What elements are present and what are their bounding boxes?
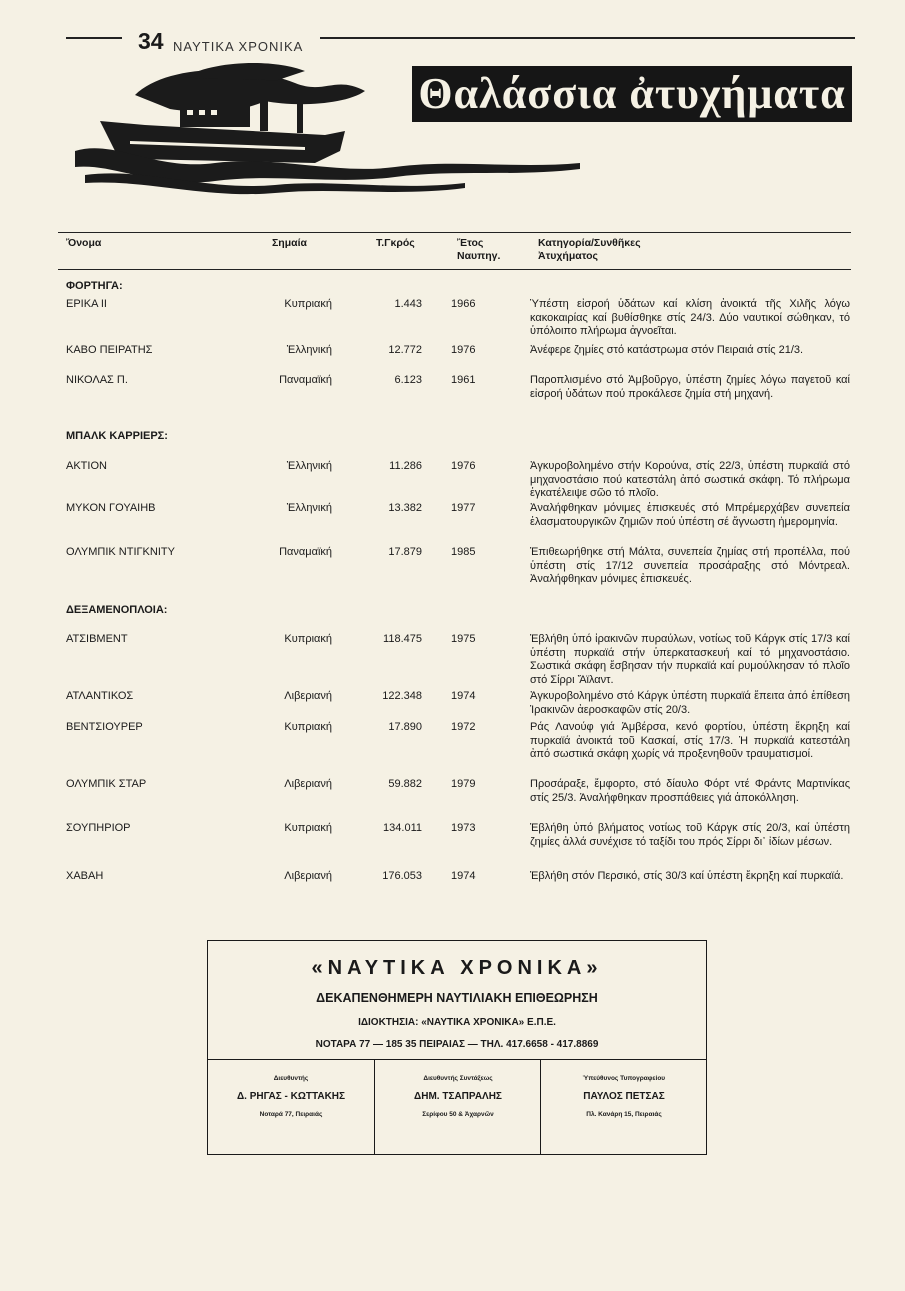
ship-year: 1961 xyxy=(451,374,476,386)
section-title-bulk-carriers: ΜΠΑΛΚ ΚΑΡΡΙΕΡΣ: xyxy=(66,430,168,442)
ship-name: ΣΟΥΠΗΡΙΟΡ xyxy=(66,822,131,834)
ship-grt: 6.123 xyxy=(394,374,422,386)
ship-grt: 118.475 xyxy=(383,633,422,645)
staff-role: Διευθυντής xyxy=(273,1075,309,1082)
staff-printing xyxy=(540,1059,707,1154)
accident-description: Ἀνέφερε ζημίες στό κατάστρωμα στόν Πειραιά στίς 21/3. xyxy=(530,344,804,356)
ship-year: 1972 xyxy=(451,721,476,733)
article-title: Θαλάσσια ἀτυχήματα xyxy=(412,66,852,122)
column-header-flag: Σημαία xyxy=(272,237,307,249)
accident-description: Ἐβλήθη ὑπό βλήματος νοτίως τοῦ Κάργκ στίς 20/3, καί ὑπέστη ζημίες ἀλλά συνέχισε τό ταξίδι του πρός Σίρρι δι᾽ ἰδίων μέσων. xyxy=(530,822,850,848)
ship-grt: 122.348 xyxy=(382,690,422,702)
ship-grt: 17.879 xyxy=(388,546,422,558)
ship-year: 1977 xyxy=(451,502,476,514)
ship-name: ΚΑΒΟ ΠΕΙΡΑΤΗΣ xyxy=(66,344,153,356)
staff-director xyxy=(208,1059,374,1154)
table-header-rule-top xyxy=(58,232,851,233)
ship-year: 1976 xyxy=(451,460,476,472)
masthead-address: ΝΟΤΑΡΑ 77 — 185 35 ΠΕΙΡΑΙΑΣ — ΤΗΛ. 417.6658 - 417.8869 xyxy=(315,1039,599,1050)
accident-description: Προσάραξε, ἔμφορτο, στό δίαυλο Φόρτ ντέ Φράντς Μαρτινίκας στίς 25/3. Ἀναλήφθηκαν προσπάθειες γιά ἀποκόλληση. xyxy=(530,778,850,804)
ship-year: 1974 xyxy=(451,870,476,882)
ship-grt: 13.382 xyxy=(388,502,422,514)
ship-flag: Παναμαϊκή xyxy=(279,546,332,558)
column-header-name: Ὄνομα xyxy=(66,237,102,249)
masthead-ownership: ΙΔΙΟΚΤΗΣΙΑ: «ΝΑΥΤΙΚΑ ΧΡΟΝΙΚΑ» Ε.Π.Ε. xyxy=(358,1017,556,1028)
ship-year: 1974 xyxy=(451,690,476,702)
accident-description: Ἀναλήφθηκαν μόνιμες ἐπισκευές στό Μπρέμερχάβεν συνεπεία ἐλασματουργικῶν ζημιῶν πού ὑπέστη σέ ἄγνωστη ἡμερομηνία. xyxy=(530,502,850,528)
ship-flag: Λιβεριανή xyxy=(284,778,332,790)
ship-flag: Παναμαϊκή xyxy=(279,374,332,386)
staff-address: Σερίφου 50 & Ἀχαρνῶν xyxy=(422,1111,494,1118)
masthead-box xyxy=(207,940,707,1155)
ship-year: 1976 xyxy=(451,344,476,356)
ship-year: 1966 xyxy=(451,298,476,310)
staff-role: Διευθυντής Συντάξεως xyxy=(423,1075,493,1082)
ship-grt: 1.443 xyxy=(394,298,422,310)
ship-year: 1973 xyxy=(451,822,476,834)
ship-name: ΑΤΛΑΝΤΙΚΟΣ xyxy=(66,690,134,702)
ship-name: ΑΚΤΙΟΝ xyxy=(66,460,107,472)
staff-name: ΔΗΜ. ΤΣΑΠΡΑΛΗΣ xyxy=(414,1091,502,1102)
accident-description: Ὑπέστη εἰσροή ὑδάτων καί κλίση ἀνοικτά τῆς Χιλῆς λόγω κακοκαιρίας καί βυθίσθηκε στίς 24/3. Δύο ναυτικοί σώθηκαν, τό ὑπόλοιπο πλήρωμα ἀγνοεῖται. xyxy=(530,298,850,337)
ship-flag: Ἑλληνική xyxy=(286,460,332,472)
accident-description: Ἐβλήθη ὑπό ἰρακινῶν πυραύλων, νοτίως τοῦ Κάργκ στίς 17/3 καί ὑπέστη πυρκαϊά στήν ὑπερκατασκευή καί τό μηχανοστάσιο. Σωστικά σκάφη ἔσβησαν τήν πυρκαϊά καί ρυμούλκησαν τό πλοῖο στό Σίρρι Ἄϊλαντ. xyxy=(530,633,850,686)
masthead-title: «ΝΑΥΤΙΚΑ ΧΡΟΝΙΚΑ» xyxy=(311,957,603,979)
ship-name: ΕΡΙΚΑ ΙΙ xyxy=(66,298,107,310)
staff-address: Πλ. Κανάρη 15, Πειραιάς xyxy=(586,1111,662,1118)
ship-flag: Ἑλληνική xyxy=(286,502,332,514)
ship-year: 1979 xyxy=(451,778,476,790)
staff-name: Δ. ΡΗΓΑΣ - ΚΩΤΤΑΚΗΣ xyxy=(236,1091,346,1102)
ship-grt: 134.011 xyxy=(383,822,422,834)
ship-grt: 17.890 xyxy=(388,721,422,733)
ship-flag: Κυπριακή xyxy=(284,822,332,834)
ship-name: ΧΑΒΑΗ xyxy=(66,870,104,882)
staff-address: Νοταρά 77, Πειραιάς xyxy=(259,1111,323,1118)
column-header-year: Ἔτος Ναυπηγ. xyxy=(457,237,501,262)
accident-description: Ἐβλήθη στόν Περσικό, στίς 30/3 καί ὑπέστη ἔκρηξη καί πυρκαϊά. xyxy=(530,870,844,882)
ship-name: ΟΛΥΜΠΙΚ ΣΤΑΡ xyxy=(66,778,147,790)
ship-grt: 11.286 xyxy=(389,460,422,472)
staff-name: ΠΑΥΛΟΣ ΠΕΤΣΑΣ xyxy=(583,1091,665,1102)
ship-flag: Λιβεριανή xyxy=(284,870,332,882)
ship-flag: Κυπριακή xyxy=(284,721,332,733)
accident-description: Ἀγκυροβολημένο στό Κάργκ ὑπέστη πυρκαϊά ἔπειτα ἀπό ἐπίθεση Ἰρακινῶν ἀεροσκαφῶν στίς 20/3. xyxy=(530,690,850,716)
staff-role: Ὑπεύθυνος Τυπογραφείου xyxy=(582,1075,666,1082)
ship-name: ΝΙΚΟΛΑΣ Π. xyxy=(66,374,128,386)
section-title-cargo: ΦΟΡΤΗΓΑ: xyxy=(66,280,123,292)
ship-grt: 12.772 xyxy=(388,344,422,356)
ship-flag: Κυπριακή xyxy=(284,298,332,310)
masthead-subtitle: ΔΕΚΑΠΕΝΘΗΜΕΡΗ ΝΑΥΤΙΛΙΑΚΗ ΕΠΙΘΕΩΡΗΣΗ xyxy=(316,991,598,1005)
ship-flag: Κυπριακή xyxy=(284,633,332,645)
ship-flag: Λιβεριανή xyxy=(284,690,332,702)
section-title-tankers: ΔΕΞΑΜΕΝΟΠΛΟΙΑ: xyxy=(66,604,168,616)
staff-editor xyxy=(374,1059,541,1154)
column-header-category: Κατηγορία/Συνθῆκες Ἀτυχήματος xyxy=(538,237,641,262)
ship-flag: Ἑλληνική xyxy=(286,344,332,356)
header-rule-left xyxy=(66,37,122,39)
accident-description: Ἐπιθεωρήθηκε στή Μάλτα, συνεπεία ζημίας στή προπέλλα, πού ὑπέστη στίς 17/12 συνεπεία προσάραξης στό Μόντρεαλ. Ἀναλήφθηκαν μόνιμες ἐπισκευές. xyxy=(530,546,850,585)
ship-grt: 59.882 xyxy=(388,778,422,790)
ship-grt: 176.053 xyxy=(382,870,422,882)
ship-year: 1975 xyxy=(451,633,476,645)
magazine-name: ΝΑΥΤΙΚΑ ΧΡΟΝΙΚΑ xyxy=(173,39,304,54)
header-rule-right xyxy=(320,37,855,39)
table-header-rule-bottom xyxy=(58,269,851,270)
ship-name: ΜΥΚΟΝ ΓΟΥΑΙΗΒ xyxy=(66,502,156,514)
column-header-grt: Τ.Γκρός xyxy=(376,237,415,249)
ship-year: 1985 xyxy=(451,546,476,558)
accident-description: Ἀγκυροβολημένο στήν Κορούνα, στίς 22/3, ὑπέστη πυρκαϊά στό μηχανοστάσιο πού κατεστάλη ἀπό σωστικά σκάφη. Τό πλήρωμα ἐγκατέλειψε σῶο τό πλοῖο. xyxy=(530,460,850,499)
accident-description: Ράς Λανούφ γιά Ἀμβέρσα, κενό φορτίου, ὑπέστη ἔκρηξη καί πυρκαϊά ἀνοικτά τοῦ Κασκαί, στίς 17/3. Ἡ πυρκαϊά κατεστάλη ἀπό σωστικά σκάφη χωρίς νά προξενηθοῦν τραυματισμοί. xyxy=(530,721,850,760)
ship-name: ΟΛΥΜΠΙΚ ΝΤΙΓΚΝΙΤΥ xyxy=(66,546,175,558)
ship-name: ΒΕΝΤΣΙΟΥΡΕΡ xyxy=(66,721,143,733)
accident-description: Παροπλισμένο στό Ἀμβοῦργο, ὑπέστη ζημίες λόγω παγετοῦ καί εἰσροή ὑδάτων πού προκάλεσε ζημία στή μηχανή. xyxy=(530,374,850,400)
page-number: 34 xyxy=(138,28,164,54)
ship-name: ΑΤΣΙΒΜΕΝΤ xyxy=(66,633,128,645)
